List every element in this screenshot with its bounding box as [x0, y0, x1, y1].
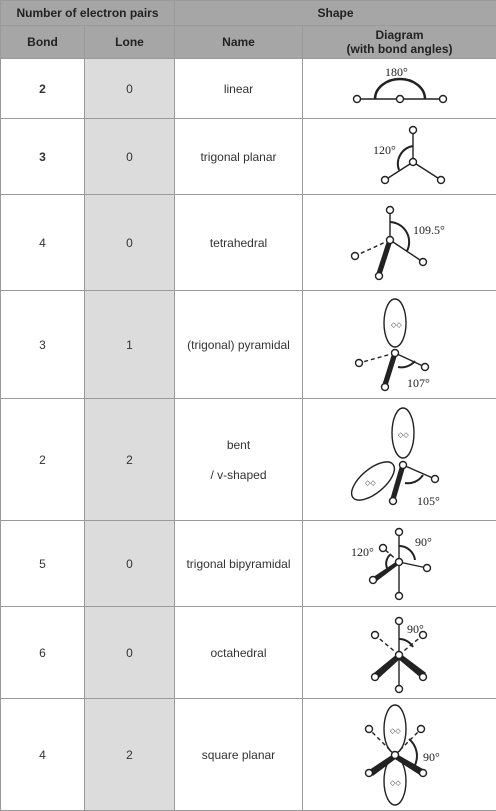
bond-count: 2 — [1, 59, 85, 119]
lone-count: 0 — [85, 521, 175, 607]
table-row — [1, 399, 496, 521]
lone-count: 2 — [85, 399, 175, 521]
bond-count: 2 — [1, 399, 85, 521]
lone-pair-dots: ◇◇ — [390, 728, 401, 735]
diagram-cell — [303, 399, 496, 521]
header-bond: Bond — [1, 26, 85, 59]
lone-count: 0 — [85, 59, 175, 119]
bond-count: 6 — [1, 607, 85, 699]
lone-count: 0 — [85, 607, 175, 699]
header-diagram-line2: (with bond angles) — [303, 42, 496, 56]
lone-count: 2 — [85, 699, 175, 811]
header-shape: Shape — [175, 1, 496, 26]
angle-label: 90° — [407, 622, 424, 636]
linear-diagram — [345, 63, 455, 115]
bent-diagram — [335, 403, 465, 517]
shape-name: trigonal bipyramidal — [175, 521, 303, 607]
lone-count: 1 — [85, 291, 175, 399]
lone-count: 0 — [85, 195, 175, 291]
table-row — [1, 607, 496, 699]
table-row — [1, 119, 496, 195]
table-row — [1, 291, 496, 399]
shape-name: square planar — [175, 699, 303, 811]
angle-label: 120° — [373, 143, 396, 157]
diagram-cell — [303, 607, 496, 699]
tetrahedral-diagram — [335, 200, 465, 286]
shape-name-line1: bent — [175, 430, 302, 460]
header-diagram-line1: Diagram — [303, 28, 496, 42]
lone-pair-dots: ◇◇ — [365, 480, 376, 487]
bond-count: 4 — [1, 699, 85, 811]
shape-name-line2: / v-shaped — [175, 460, 302, 490]
angle-label: 105° — [417, 494, 440, 508]
bond-count: 3 — [1, 291, 85, 399]
octahedral-diagram — [335, 611, 465, 695]
square-planar-diagram — [335, 701, 465, 809]
shape-name — [175, 399, 303, 521]
diagram-cell — [303, 521, 496, 607]
header-lone: Lone — [85, 26, 175, 59]
diagram-cell — [303, 119, 496, 195]
angle-label: 90° — [423, 750, 440, 764]
lone-pair-dots: ◇◇ — [390, 780, 401, 787]
bond-count: 5 — [1, 521, 85, 607]
table-row — [1, 59, 496, 119]
diagram-cell — [303, 195, 496, 291]
bond-count: 3 — [1, 119, 85, 195]
shape-name: (trigonal) pyramidal — [175, 291, 303, 399]
angle-label: 180° — [385, 65, 408, 79]
diagram-cell — [303, 59, 496, 119]
diagram-cell — [303, 291, 496, 399]
bond-count: 4 — [1, 195, 85, 291]
table-row — [1, 521, 496, 607]
lone-count: 0 — [85, 119, 175, 195]
angle-label-axial: 90° — [415, 535, 432, 549]
angle-label: 109.5° — [413, 223, 445, 237]
header-diagram — [303, 26, 496, 59]
trigonal-bipyramidal-diagram — [335, 524, 465, 604]
table-row — [1, 195, 496, 291]
shape-name: trigonal planar — [175, 119, 303, 195]
lone-pair-dots: ◇◇ — [391, 322, 402, 329]
table-row — [1, 699, 496, 811]
shape-name: tetrahedral — [175, 195, 303, 291]
angle-label: 120° — [351, 545, 374, 559]
diagram-cell — [303, 699, 496, 811]
header-name: Name — [175, 26, 303, 59]
header-electron-pairs: Number of electron pairs — [1, 1, 175, 26]
shape-name: linear — [175, 59, 303, 119]
lone-pair-dots: ◇◇ — [398, 432, 409, 439]
angle-label: 107° — [407, 376, 430, 390]
trigonal-planar-diagram — [345, 122, 455, 192]
shape-name: octahedral — [175, 607, 303, 699]
pyramidal-diagram — [335, 295, 465, 395]
